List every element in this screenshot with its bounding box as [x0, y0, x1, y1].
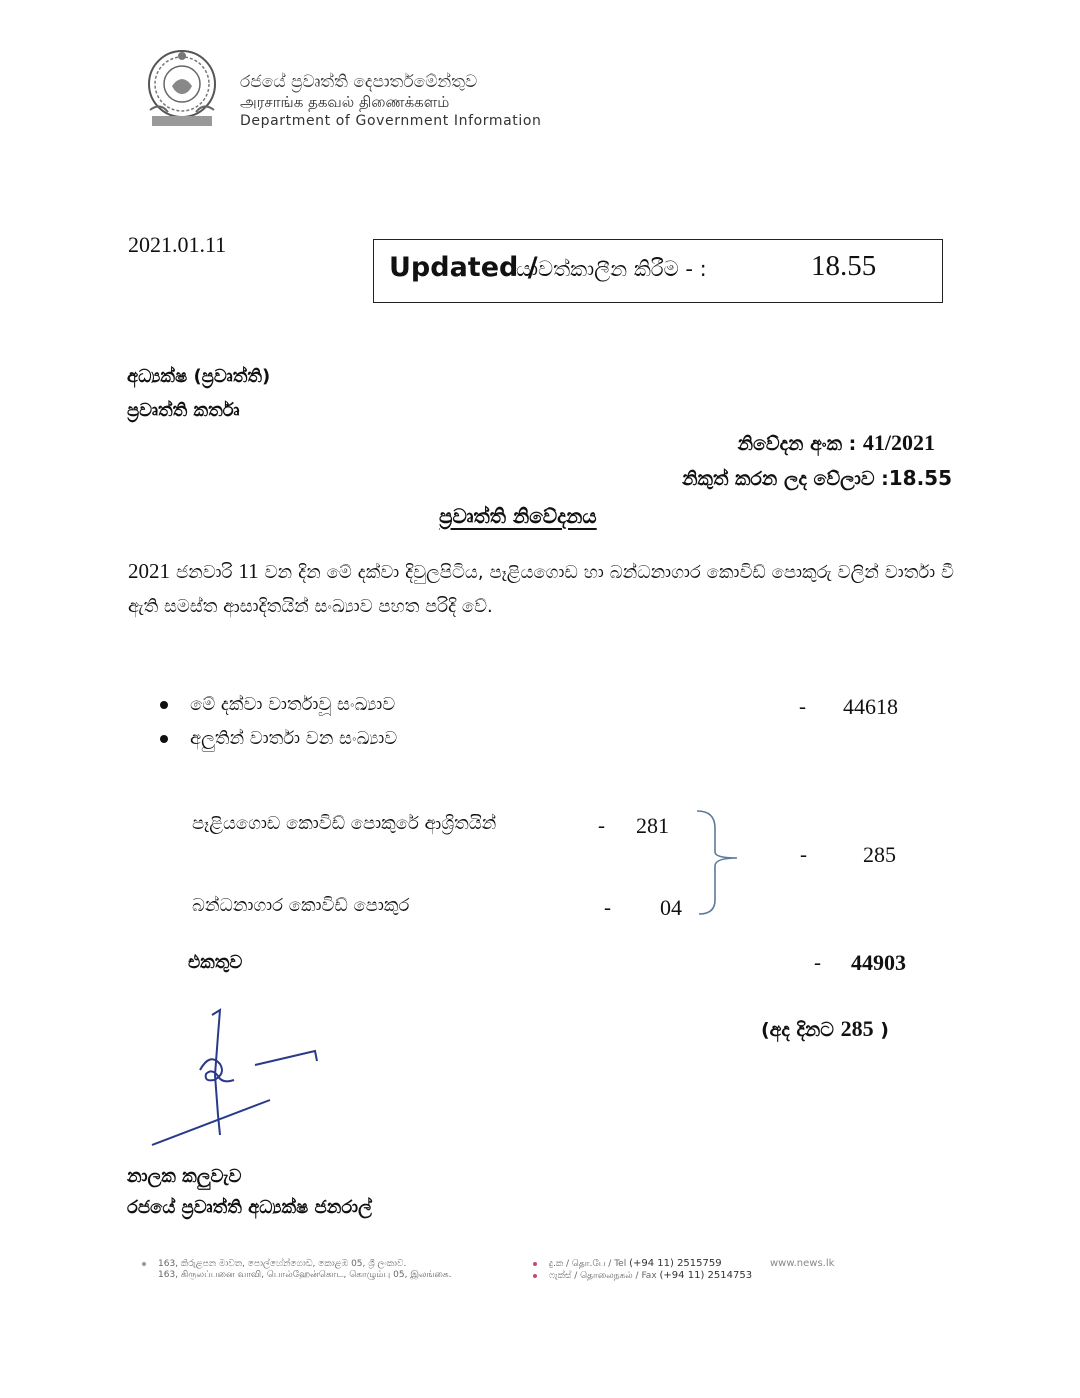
breakdown-dash: -	[604, 895, 611, 919]
list-item-dash: -	[799, 694, 806, 718]
today-close: )	[880, 1019, 889, 1041]
update-label: Updated /	[389, 252, 538, 283]
total-dash: -	[814, 950, 821, 974]
update-box	[373, 239, 943, 303]
breakdown-value: 281	[636, 813, 669, 838]
breakdown-label: පෑළියගොඩ කොවිඩ් පොකුරේ ආශ්‍රිතයින්	[192, 813, 497, 834]
footer-fax-label: ෆැක්ස් / தொலைநகல் / Fax	[549, 1271, 657, 1281]
footer-fax	[533, 1270, 752, 1282]
paragraph-month: ජනවාරි	[175, 562, 233, 583]
total-label: එකතුව	[188, 952, 243, 973]
recipient-line-1: අධ්‍යක්ෂ (ප්‍රවෘත්ති)	[127, 366, 271, 387]
footer-website-link[interactable]: www.news.lk	[770, 1258, 835, 1269]
bullet-icon	[160, 701, 168, 709]
footer-address-sinhala	[142, 1259, 406, 1269]
update-time: 18.55	[811, 250, 877, 282]
today-count	[761, 1016, 889, 1042]
bullet-icon	[142, 1262, 146, 1266]
release-number	[738, 430, 935, 456]
list-item-label: අලුතින් වාර්තා වන සංඛ්‍යාව	[190, 728, 398, 749]
document-date: 2021.01.11	[128, 232, 227, 257]
issued-time	[682, 466, 952, 490]
page-title: ප්‍රවෘත්ති නිවේදනය	[439, 504, 597, 528]
curly-brace-icon	[695, 808, 745, 918]
paragraph-text: වන දින මේ දක්වා දිවුලපිටිය, පෑළියගොඩ හා බන්ධනාගාර කොවිඩ් පොකුරු වලින් වාර්තා වී ඇති සමස්ත ආසාදිතයින් සංඛ්‍යාව පහත පරිදි වේ.	[128, 562, 954, 617]
list-item-value: 44618	[843, 694, 898, 719]
signature	[140, 1005, 340, 1155]
new-total-value: 285	[863, 842, 896, 867]
today-label: (අද දිනට	[761, 1019, 834, 1041]
list-item-label: මේ දක්වා වාර්තාවූ සංඛ්‍යාව	[190, 694, 396, 715]
footer-address-text: 163, කිරුළපන මාවත, පොල්හේන්ගොඩ, කොළඹ 05, ශ්‍රී ලංකාව.	[158, 1259, 407, 1269]
org-name-tamil: அரசாங்க தகவல் திணைக்களம்	[240, 93, 450, 111]
bullet-icon	[160, 735, 168, 743]
signer-title: රජයේ ප්‍රවෘත්ති අධ්‍යක්ෂ ජනරාල්	[127, 1197, 372, 1218]
today-value: 285	[840, 1016, 874, 1041]
issued-time-value: 18.55	[888, 466, 952, 490]
breakdown-label: බන්ධනාගාර කොවිඩ් පොකුර	[192, 895, 410, 916]
issued-time-label: නිකුත් කරන ලද වේලාව :	[682, 468, 889, 490]
list-item-new-cases	[160, 728, 397, 749]
paragraph-day: 11	[238, 559, 259, 583]
footer-tel	[533, 1258, 722, 1270]
breakdown-dash: -	[598, 813, 605, 837]
phone-icon	[533, 1262, 537, 1266]
government-emblem	[142, 46, 222, 132]
paragraph-year: 2021	[128, 559, 170, 583]
signer-name: නාලක කලුවැව	[127, 1166, 242, 1187]
org-name-english: Department of Government Information	[240, 113, 542, 129]
intro-paragraph	[128, 554, 954, 624]
release-number-label: නිවේදන අංක :	[737, 433, 857, 455]
update-label-sinhala: යාවත්කාලීන කිරීම - :	[516, 257, 707, 281]
org-name-sinhala: රජයේ ප්‍රවෘත්ති දෙපාර්තමේන්තුව	[240, 72, 478, 92]
recipient-line-2: ප්‍රවෘත්ති කර්තෘ	[127, 400, 240, 421]
footer-tel-label: දු.ක / தொ.பே / Tel	[549, 1259, 627, 1269]
footer-tel-value: (+94 11) 2515759	[629, 1258, 722, 1269]
fax-icon	[533, 1274, 537, 1278]
footer-address-tamil: 163, கிருலப்பனை வாவி, பொல்ஹேன்கொட, கொழும்பு 05, இலங்கை.	[158, 1270, 452, 1280]
new-total-dash: -	[800, 842, 807, 866]
release-number-value: 41/2021	[862, 430, 935, 455]
footer-fax-value: (+94 11) 2514753	[659, 1270, 753, 1281]
total-value: 44903	[851, 950, 906, 975]
breakdown-value: 04	[660, 895, 682, 920]
list-item-reported-total	[160, 694, 395, 715]
